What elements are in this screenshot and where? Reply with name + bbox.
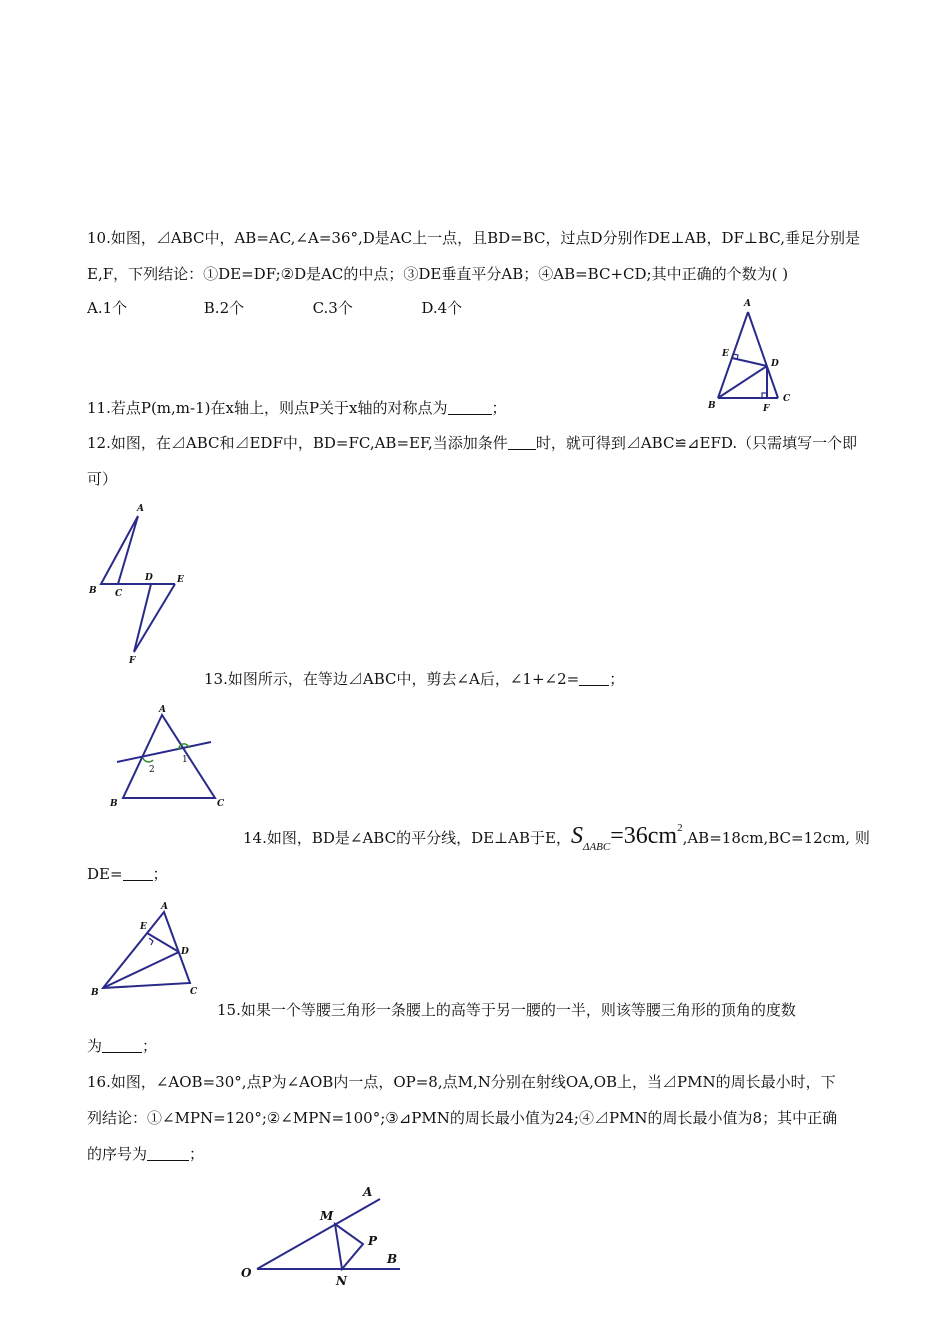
q14-area-eq: =36cm xyxy=(610,823,678,849)
q12-label-c: C xyxy=(115,589,123,599)
q13-end: ； xyxy=(609,670,625,688)
q10-option-d: D.4个 xyxy=(421,299,463,317)
q10-label-c: C xyxy=(783,394,791,404)
q14-seg-bd xyxy=(103,952,179,988)
q10-option-a: A.1个 xyxy=(87,299,128,317)
q14-text: 14.如图，BD是∠ABC的平分线，DE⊥AB于E， xyxy=(243,829,571,847)
q14-end: ； xyxy=(152,865,168,883)
q13-label-a: A xyxy=(159,705,166,715)
q13-label-b: B xyxy=(110,799,118,809)
q14-area-sub: ΔABC xyxy=(582,841,611,853)
q13-arc-angle-2 xyxy=(143,758,153,762)
q14-area-sup: 2 xyxy=(677,822,683,834)
q15-answer-blank[interactable] xyxy=(102,1036,142,1053)
q10-label-a: A xyxy=(744,299,751,309)
q15-end: ； xyxy=(142,1037,158,1055)
q10-seg-bd xyxy=(718,366,767,398)
q10-line2: E,F，下列结论：①DE=DF;②D是AC的中点；③DE垂直平分AB；④AB=BC+CD;其中正确的个数为( ) xyxy=(87,265,789,283)
q16-line3 xyxy=(87,1144,204,1164)
q14-rest: ,AB=18cm,BC=12cm, 则 xyxy=(682,829,870,847)
q10-line1: 10.如图，⊿ABC中，AB=AC,∠A=36°,D是AC上一点，且BD=BC，过点D分别作DE⊥AB，DF⊥BC,垂足分别是 xyxy=(87,229,861,247)
q10-option-c: C.3个 xyxy=(312,299,353,317)
q16-triangle-pmn xyxy=(335,1224,363,1269)
q12-triangle-abc xyxy=(101,516,138,584)
q13-label-1: 1 xyxy=(182,755,188,765)
q10-label-f: F xyxy=(763,404,770,414)
q10-label-d: D xyxy=(771,359,779,369)
q12-label-d: D xyxy=(145,573,153,583)
q14-area-s: S xyxy=(570,823,583,849)
q12-label-f: F xyxy=(129,656,136,666)
q16-label-o: O xyxy=(241,1266,252,1280)
q12-label-e: E xyxy=(177,575,184,585)
q16-label-p: P xyxy=(368,1234,378,1248)
q16-ray-oa xyxy=(257,1199,380,1269)
q16-label-n: N xyxy=(336,1274,347,1288)
q14-label-d: D xyxy=(181,947,189,957)
q14-area-formula xyxy=(570,822,683,853)
q11-end: ； xyxy=(491,399,507,417)
q16-line1: 16.如图，∠AOB=30°,点P为∠AOB内一点，OP=8,点M,N分别在射线OA,OB上，当⊿PMN的周长最小时，下 xyxy=(87,1073,836,1091)
q13-line xyxy=(204,669,624,689)
q16-end: ； xyxy=(189,1145,205,1163)
q11-answer-blank[interactable] xyxy=(448,398,492,415)
q16-answer-blank[interactable] xyxy=(147,1144,189,1161)
q12-text: 12.如图，在⊿ABC和⊿EDF中，BD=FC,AB=EF,当添加条件 xyxy=(87,434,508,452)
q13-text: 13.如图所示，在等边⊿ABC中，剪去∠A后，∠1+∠2= xyxy=(204,670,580,688)
q16-label-m: M xyxy=(320,1209,334,1223)
q15-line1: 15.如果一个等腰三角形一条腰上的高等于另一腰的一半，则该等腰三角形的顶角的度数 xyxy=(217,1001,796,1019)
q14-answer-blank[interactable] xyxy=(123,864,153,881)
q12-mid: 时，就可得到⊿ABC≌⊿EFD.（只需填写一个即 xyxy=(535,434,858,452)
q12-line1 xyxy=(87,433,857,453)
q14-label-e: E xyxy=(140,922,147,932)
q13-label-c: C xyxy=(217,799,225,809)
q11-line xyxy=(87,398,507,418)
q12-line2: 可） xyxy=(87,470,118,488)
q13-label-2: 2 xyxy=(149,765,155,775)
q14-line2-text: DE= xyxy=(87,865,123,883)
q10-options xyxy=(87,298,462,318)
q12-triangle-edf xyxy=(134,584,175,652)
q12-label-a: A xyxy=(137,504,144,514)
q10-label-b: B xyxy=(708,401,716,411)
q13-triangle-abc xyxy=(123,715,215,798)
q10-option-b: B.2个 xyxy=(203,299,245,317)
q10-seg-ac xyxy=(748,312,778,398)
q15-line2 xyxy=(87,1036,157,1056)
q14-figure xyxy=(85,897,205,1002)
q14-line2 xyxy=(87,864,168,884)
q16-label-b: B xyxy=(387,1252,398,1266)
q15-line2-text: 为 xyxy=(87,1037,103,1055)
q11-text: 11.若点P(m,m-1)在x轴上，则点P关于x轴的对称点为 xyxy=(87,399,448,417)
q14-label-c: C xyxy=(190,987,198,997)
q14-right-angle-e xyxy=(149,938,153,945)
q14-label-a: A xyxy=(161,902,168,912)
q13-answer-blank[interactable] xyxy=(579,669,609,686)
q10-label-e: E xyxy=(722,349,729,359)
q16-label-a: A xyxy=(363,1185,373,1199)
q16-line2: 列结论：①∠MPN=120°;②∠MPN=100°;③⊿PMN的周长最小值为24;④⊿PMN的周长最小值为8；其中正确 xyxy=(87,1109,838,1127)
q10-figure xyxy=(700,292,800,417)
q12-label-b: B xyxy=(89,586,97,596)
q16-figure xyxy=(232,1177,412,1292)
q14-line1 xyxy=(243,815,870,860)
q14-label-b: B xyxy=(91,988,99,998)
q12-answer-blank[interactable] xyxy=(508,433,536,450)
q12-figure xyxy=(85,500,200,670)
q16-line3-text: 的序号为 xyxy=(87,1145,148,1163)
q13-cut-line xyxy=(117,742,211,762)
q13-figure xyxy=(105,700,235,812)
